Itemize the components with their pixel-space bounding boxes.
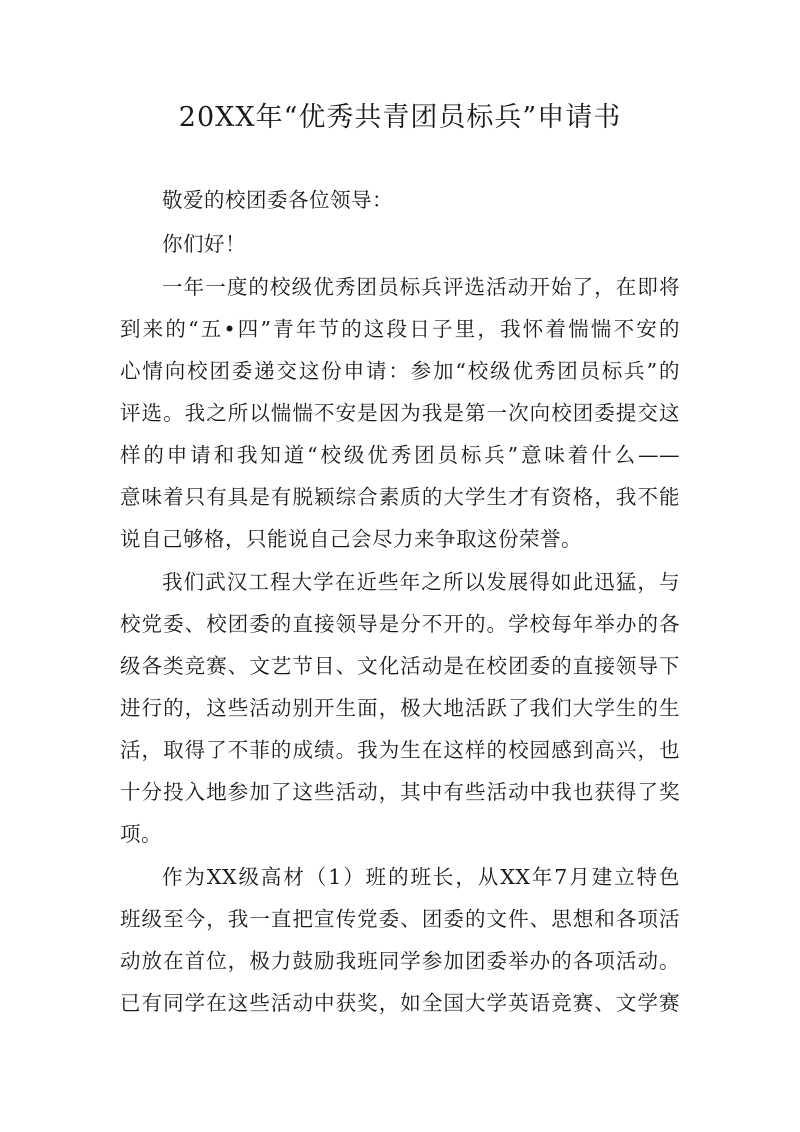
paragraph-line: 评选。我之所以惴惴不安是因为我是第一次向校团委提交这 xyxy=(120,401,680,425)
paragraph-line: 样的申请和我知道“校级优秀团员标兵”意味着什么—— xyxy=(120,443,680,467)
paragraph-line: 到来的“五•四”青年节的这段日子里，我怀着惴惴不安的 xyxy=(120,317,680,341)
paragraph-line: 活，取得了不菲的成绩。我为生在这样的校园感到高兴，也 xyxy=(120,738,680,762)
paragraph-line: 动放在首位，极力鼓励我班同学参加团委举办的各项活动。 xyxy=(120,949,680,973)
paragraph-line: 说自己够格，只能说自己会尽力来争取这份荣誉。 xyxy=(120,527,582,551)
paragraph-line: 一年一度的校级优秀团员标兵评选活动开始了，在即将 xyxy=(162,275,680,299)
greeting-line: 敬爱的校团委各位领导： xyxy=(162,188,393,212)
document-title: 20XX年“优秀共青团员标兵”申请书 xyxy=(178,102,622,133)
paragraph-line: 进行的，这些活动别开生面，极大地活跃了我们大学生的生 xyxy=(120,696,680,720)
salutation-line: 你们好！ xyxy=(162,232,246,256)
paragraph-line: 我们武汉工程大学在近些年之所以发展得如此迅猛，与 xyxy=(162,570,680,594)
paragraph-line: 校党委、校团委的直接领导是分不开的。学校每年举办的各 xyxy=(120,612,680,636)
paragraph-line: 已有同学在这些活动中获奖，如全国大学英语竞赛、文学赛 xyxy=(120,991,680,1015)
paragraph-line: 级各类竞赛、文艺节目、文化活动是在校团委的直接领导下 xyxy=(120,654,680,678)
paragraph-line: 十分投入地参加了这些活动，其中有些活动中我也获得了奖 xyxy=(120,780,680,804)
paragraph-line: 项。 xyxy=(120,822,162,846)
paragraph-line: 意味着只有具是有脱颖综合素质的大学生才有资格，我不能 xyxy=(120,485,680,509)
paragraph-line: 班级至今，我一直把宣传党委、团委的文件、思想和各项活 xyxy=(120,907,680,931)
paragraph-line: 作为XX级高材（1）班的班长，从XX年7月建立特色 xyxy=(162,865,680,889)
paragraph-line: 心情向校团委递交这份申请：参加“校级优秀团员标兵”的 xyxy=(120,359,680,383)
